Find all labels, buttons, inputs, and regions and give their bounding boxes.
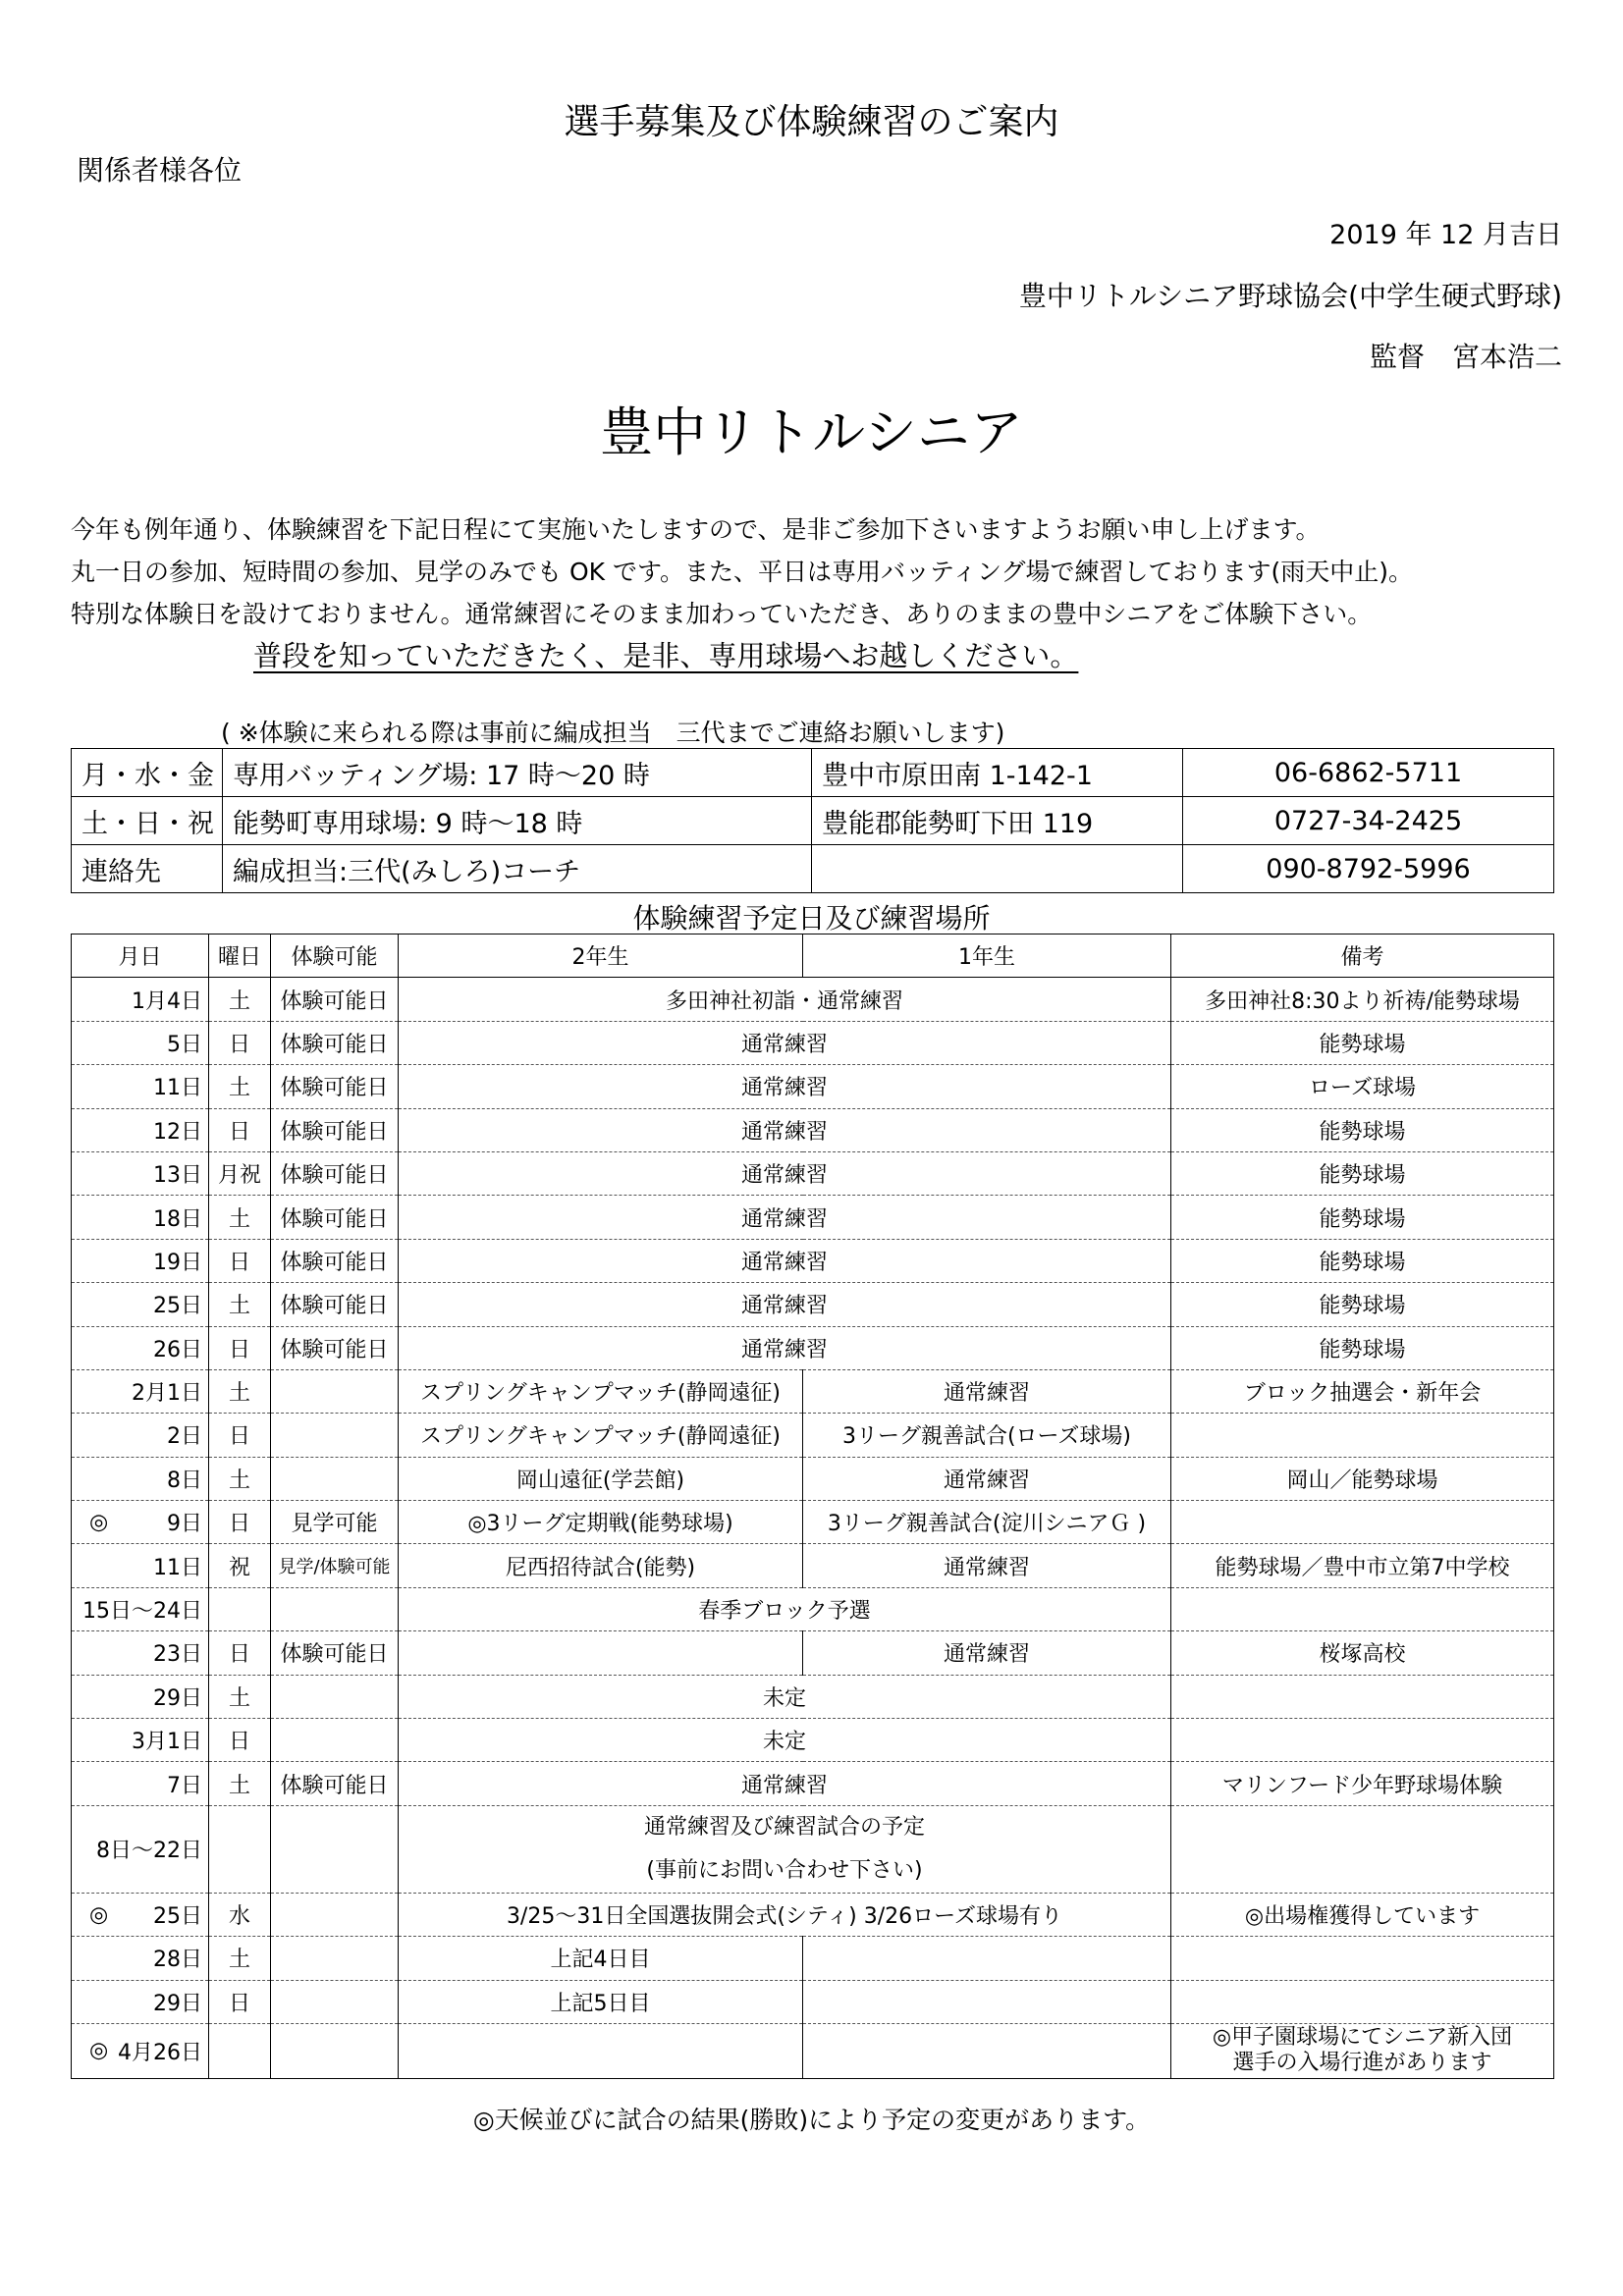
schedule-date [72, 1151, 209, 1195]
intro-paragraph-2: 丸一日の参加、短時間の参加、見学のみでも OK です。また、平日は専用バッティング場で練習しております(雨天中止)。 [71, 558, 1413, 586]
schedule-date [72, 1196, 209, 1239]
schedule-first-year: 通常練習 [803, 1369, 1171, 1413]
schedule-date [72, 1108, 209, 1151]
schedule-trial: 体験可能日 [271, 1196, 399, 1239]
schedule-row [72, 1980, 1554, 2023]
schedule-weekday: 日 [209, 1326, 271, 1369]
schedule-date-text: 13日 [153, 1163, 202, 1189]
intro-paragraph-1: 今年も例年通り、体験練習を下記日程にて実施いたしますので、是非ご参加下さいますようお願い申し上げます。 [71, 515, 1321, 544]
schedule-first-year: 通常練習 [803, 1457, 1171, 1500]
schedule-row [72, 1762, 1554, 1805]
schedule-date [72, 1805, 209, 1893]
schedule-row [72, 978, 1554, 1021]
schedule-trial: 体験可能日 [271, 978, 399, 1021]
schedule-second-year: 上記4日目 [399, 1937, 803, 1980]
schedule-second-year: ◎3リーグ定期戦(能勢球場) [399, 1501, 803, 1544]
schedule-header-row [72, 934, 1554, 978]
schedule-row [72, 1326, 1554, 1369]
schedule-date [72, 1239, 209, 1282]
schedule-remarks [1171, 1719, 1554, 1762]
schedule-date [72, 2023, 209, 2078]
schedule-activity-both: 通常練習 [399, 1151, 1171, 1195]
schedule-second-year: 上記5日目 [399, 1980, 803, 2023]
schedule-activity-both: 通常練習 [399, 1762, 1171, 1805]
schedule-first-year: 3リーグ親善試合(ローズ球場) [803, 1414, 1171, 1457]
schedule-weekday: 土 [209, 1283, 271, 1326]
issue-date: 2019 年 12 月吉日 [1329, 220, 1562, 250]
schedule-trial [271, 1937, 399, 1980]
schedule-date [72, 1587, 209, 1630]
schedule-date-text: 3月1日 [132, 1730, 202, 1755]
team-name: 豊中リトルシニア [600, 401, 1023, 463]
schedule-weekday: 日 [209, 1414, 271, 1457]
schedule-remarks: ブロック抽選会・新年会 [1171, 1369, 1554, 1413]
contact-days: 連絡先 [72, 845, 223, 893]
schedule-date-text: 12日 [153, 1119, 202, 1145]
contact-days: 月・水・金 [72, 749, 223, 797]
schedule-date-text: 2日 [167, 1424, 202, 1450]
schedule-second-year: スプリングキャンプマッチ(静岡遠征) [399, 1369, 803, 1413]
activity-line: 通常練習及び練習試合の予定 [643, 1814, 925, 1840]
schedule-date-text: 28日 [153, 1948, 202, 1973]
schedule-row [72, 1501, 1554, 1544]
schedule-second-year [399, 1631, 803, 1675]
schedule-second-year: 尼西招待試合(能勢) [399, 1544, 803, 1587]
schedule-date-text: 11日 [153, 1076, 202, 1101]
schedule-date-text: 9日 [167, 1512, 202, 1537]
schedule-remarks: マリンフード少年野球場体験 [1171, 1762, 1554, 1805]
header-first-year: 1年生 [803, 934, 1171, 978]
schedule-weekday [209, 1805, 271, 1893]
schedule-weekday: 土 [209, 1457, 271, 1500]
schedule-date [72, 1065, 209, 1108]
schedule-trial [271, 1675, 399, 1718]
schedule-activity-both: 通常練習 [399, 1065, 1171, 1108]
schedule-activity-both: 通常練習 [399, 1239, 1171, 1282]
schedule-first-year: 3リーグ親善試合(淀川シニアＧ ) [803, 1501, 1171, 1544]
header-trial: 体験可能 [271, 934, 399, 978]
schedule-remarks [1171, 1414, 1554, 1457]
schedule-date [72, 1457, 209, 1500]
schedule-trial [271, 1587, 399, 1630]
contact-row [72, 845, 1554, 893]
schedule-weekday: 水 [209, 1893, 271, 1936]
schedule-date-text: 29日 [153, 1685, 202, 1711]
schedule-trial: 体験可能日 [271, 1108, 399, 1151]
schedule-row [72, 1283, 1554, 1326]
contact-place: 専用バッティング場: 17 時～20 時 [223, 749, 812, 797]
schedule-date [72, 1980, 209, 2023]
contact-row [72, 749, 1554, 797]
schedule-weekday: 土 [209, 1065, 271, 1108]
schedule-trial: 体験可能日 [271, 1631, 399, 1675]
schedule-date [72, 1544, 209, 1587]
contact-days: 土・日・祝 [72, 797, 223, 845]
schedule-trial [271, 1980, 399, 2023]
schedule-remarks: 岡山／能勢球場 [1171, 1457, 1554, 1500]
schedule-activity-both: 多田神社初詣・通常練習 [399, 978, 1171, 1021]
schedule-date-text: 2月1日 [132, 1381, 202, 1407]
schedule-row [72, 1108, 1554, 1151]
schedule-row [72, 1544, 1554, 1587]
schedule-second-year [399, 2023, 803, 2078]
schedule-weekday: 祝 [209, 1544, 271, 1587]
schedule-activity-both: 春季ブロック予選 [399, 1587, 1171, 1630]
schedule-weekday: 日 [209, 1501, 271, 1544]
schedule-date-text: 4月26日 [118, 2040, 202, 2065]
organization: 豊中リトルシニア野球協会(中学生硬式野球) [1018, 280, 1562, 312]
schedule-weekday [209, 2023, 271, 2078]
highlight-mark: ◎ [89, 1510, 109, 1535]
schedule-date [72, 1893, 209, 1936]
schedule-date [72, 1326, 209, 1369]
remarks-line: ◎甲子園球場にてシニア新入団 [1212, 2025, 1513, 2051]
schedule-trial: 体験可能日 [271, 1283, 399, 1326]
contact-place: 編成担当:三代(みしろ)コーチ [223, 845, 812, 893]
schedule-date [72, 1501, 209, 1544]
schedule-date-text: 5日 [167, 1032, 202, 1057]
schedule-trial: 体験可能日 [271, 1239, 399, 1282]
contact-phone: 06-6862-5711 [1183, 749, 1554, 797]
schedule-trial: 体験可能日 [271, 1151, 399, 1195]
schedule-date-text: 18日 [153, 1206, 202, 1232]
intro-paragraph-3: 特別な体験日を設けておりません。通常練習にそのまま加わっていただき、ありのままの豊中シニアをご体験下さい。 [71, 600, 1373, 628]
schedule-remarks: 能勢球場 [1171, 1326, 1554, 1369]
schedule-date-text: 23日 [153, 1642, 202, 1668]
schedule-row [72, 1937, 1554, 1980]
schedule-trial [271, 1414, 399, 1457]
header-second-year: 2年生 [399, 934, 803, 978]
schedule-row [72, 1631, 1554, 1675]
schedule-weekday: 土 [209, 1369, 271, 1413]
schedule-remarks: 能勢球場 [1171, 1283, 1554, 1326]
schedule-weekday: 日 [209, 1980, 271, 2023]
schedule-weekday: 土 [209, 1937, 271, 1980]
schedule-date-text: 25日 [153, 1904, 202, 1929]
schedule-row [72, 1719, 1554, 1762]
schedule-first-year: 通常練習 [803, 1544, 1171, 1587]
schedule-remarks: 能勢球場 [1171, 1239, 1554, 1282]
footer-note: ◎天候並びに試合の結果(勝敗)により予定の変更があります。 [472, 2106, 1151, 2134]
schedule-date-text: 26日 [153, 1337, 202, 1362]
schedule-remarks [1171, 1980, 1554, 2023]
schedule-remarks: 桜塚高校 [1171, 1631, 1554, 1675]
schedule-date-text: 8日～22日 [96, 1839, 202, 1864]
header-weekday: 曜日 [209, 934, 271, 978]
schedule-weekday: 日 [209, 1239, 271, 1282]
emphasis-message: 普段を知っていただきたく、是非、専用球場へお越しください。 [253, 639, 1079, 672]
schedule-weekday: 日 [209, 1631, 271, 1675]
schedule-date [72, 1021, 209, 1064]
schedule-activity-both [399, 1805, 1171, 1893]
schedule-remarks: ◎出場権獲得しています [1171, 1893, 1554, 1936]
schedule-activity-both: 通常練習 [399, 1196, 1171, 1239]
schedule-remarks: 能勢球場 [1171, 1196, 1554, 1239]
contact-address: 豊能郡能勢町下田 119 [812, 797, 1183, 845]
document-title: 選手募集及び体験練習のご案内 [564, 102, 1059, 142]
schedule-row [72, 1805, 1554, 1893]
schedule-row [72, 1021, 1554, 1064]
schedule-trial: 体験可能日 [271, 1021, 399, 1064]
schedule-first-year [803, 2023, 1171, 2078]
schedule-weekday: 土 [209, 1762, 271, 1805]
schedule-date-text: 8日 [167, 1468, 202, 1493]
schedule-trial: 見学/体験可能 [271, 1544, 399, 1587]
schedule-weekday [209, 1587, 271, 1630]
contact-address: 豊中市原田南 1-142-1 [812, 749, 1183, 797]
schedule-date [72, 1719, 209, 1762]
schedule-remarks: 能勢球場 [1171, 1021, 1554, 1064]
schedule-date-text: 25日 [153, 1294, 202, 1319]
schedule-date-text: 19日 [153, 1250, 202, 1275]
contact-row [72, 797, 1554, 845]
schedule-first-year: 通常練習 [803, 1631, 1171, 1675]
schedule-row [72, 1457, 1554, 1500]
schedule-second-year: 岡山遠征(学芸館) [399, 1457, 803, 1500]
schedule-trial: 体験可能日 [271, 1065, 399, 1108]
schedule-date [72, 1631, 209, 1675]
schedule-activity-both: 未定 [399, 1719, 1171, 1762]
schedule-trial [271, 1719, 399, 1762]
schedule-remarks [1171, 1937, 1554, 1980]
schedule-remarks [1171, 2023, 1554, 2078]
schedule-date [72, 1675, 209, 1718]
schedule-second-year: スプリングキャンプマッチ(静岡遠征) [399, 1414, 803, 1457]
schedule-trial: 体験可能日 [271, 1762, 399, 1805]
schedule-weekday: 土 [209, 1196, 271, 1239]
schedule-date [72, 1414, 209, 1457]
schedule-weekday: 日 [209, 1108, 271, 1151]
schedule-date [72, 1937, 209, 1980]
schedule-date [72, 1283, 209, 1326]
schedule-remarks [1171, 1805, 1554, 1893]
schedule-trial: 体験可能日 [271, 1326, 399, 1369]
highlight-mark: ◎ [89, 1902, 109, 1927]
schedule-activity-both: 未定 [399, 1675, 1171, 1718]
director: 監督 宮本浩二 [1369, 341, 1562, 373]
contact-place: 能勢町専用球場: 9 時～18 時 [223, 797, 812, 845]
schedule-trial [271, 1893, 399, 1936]
schedule-row [72, 1239, 1554, 1282]
schedule-row [72, 1151, 1554, 1195]
schedule-activity-both: 通常練習 [399, 1283, 1171, 1326]
schedule-activity-both: 3/25～31日全国選抜開会式(シティ) 3/26ローズ球場有り [399, 1893, 1171, 1936]
contact-phone: 090-8792-5996 [1183, 845, 1554, 893]
schedule-remarks [1171, 1501, 1554, 1544]
schedule-row [72, 1369, 1554, 1413]
schedule-trial [271, 2023, 399, 2078]
schedule-date-text: 1月4日 [132, 988, 202, 1014]
contact-phone: 0727-34-2425 [1183, 797, 1554, 845]
header-remarks: 備考 [1171, 934, 1554, 978]
header-date: 月日 [72, 934, 209, 978]
schedule-table [71, 934, 1554, 2079]
schedule-row [72, 1065, 1554, 1108]
contact-table [71, 748, 1554, 893]
schedule-weekday: 土 [209, 1675, 271, 1718]
contact-address [812, 845, 1183, 893]
contact-note: ( ※体験に来られる際は事前に編成担当 三代までご連絡お願いします) [221, 719, 1005, 747]
schedule-trial: 見学可能 [271, 1501, 399, 1544]
schedule-row [72, 1675, 1554, 1718]
schedule-row [72, 1414, 1554, 1457]
schedule-weekday: 月祝 [209, 1151, 271, 1195]
schedule-date [72, 978, 209, 1021]
schedule-first-year [803, 1937, 1171, 1980]
schedule-activity-both: 通常練習 [399, 1108, 1171, 1151]
schedule-remarks [1171, 1587, 1554, 1630]
schedule-activity-both: 通常練習 [399, 1326, 1171, 1369]
schedule-date [72, 1762, 209, 1805]
schedule-trial [271, 1805, 399, 1893]
schedule-date [72, 1369, 209, 1413]
schedule-remarks: 能勢球場／豊中市立第7中学校 [1171, 1544, 1554, 1587]
schedule-remarks: 多田神社8:30より祈祷/能勢球場 [1171, 978, 1554, 1021]
schedule-trial [271, 1369, 399, 1413]
schedule-date-text: 7日 [167, 1773, 202, 1798]
schedule-activity-both: 通常練習 [399, 1021, 1171, 1064]
schedule-weekday: 日 [209, 1719, 271, 1762]
schedule-row [72, 1587, 1554, 1630]
remarks-line: 選手の入場行進があります [1232, 2051, 1492, 2076]
schedule-trial [271, 1457, 399, 1500]
schedule-weekday: 日 [209, 1021, 271, 1064]
schedule-date-text: 29日 [153, 1991, 202, 2016]
schedule-title: 体験練習予定日及び練習場所 [632, 902, 991, 934]
schedule-weekday: 土 [209, 978, 271, 1021]
recipient: 関係者様各位 [77, 154, 243, 187]
schedule-remarks: ローズ球場 [1171, 1065, 1554, 1108]
schedule-remarks: 能勢球場 [1171, 1151, 1554, 1195]
schedule-row [72, 2023, 1554, 2078]
highlight-mark: ◎ [89, 2038, 109, 2063]
activity-line: (事前にお問い合わせ下さい) [646, 1857, 923, 1883]
schedule-first-year [803, 1980, 1171, 2023]
schedule-date-text: 15日～24日 [82, 1599, 202, 1625]
schedule-row [72, 1196, 1554, 1239]
schedule-remarks [1171, 1675, 1554, 1718]
schedule-row [72, 1893, 1554, 1936]
schedule-remarks: 能勢球場 [1171, 1108, 1554, 1151]
schedule-date-text: 11日 [153, 1555, 202, 1580]
